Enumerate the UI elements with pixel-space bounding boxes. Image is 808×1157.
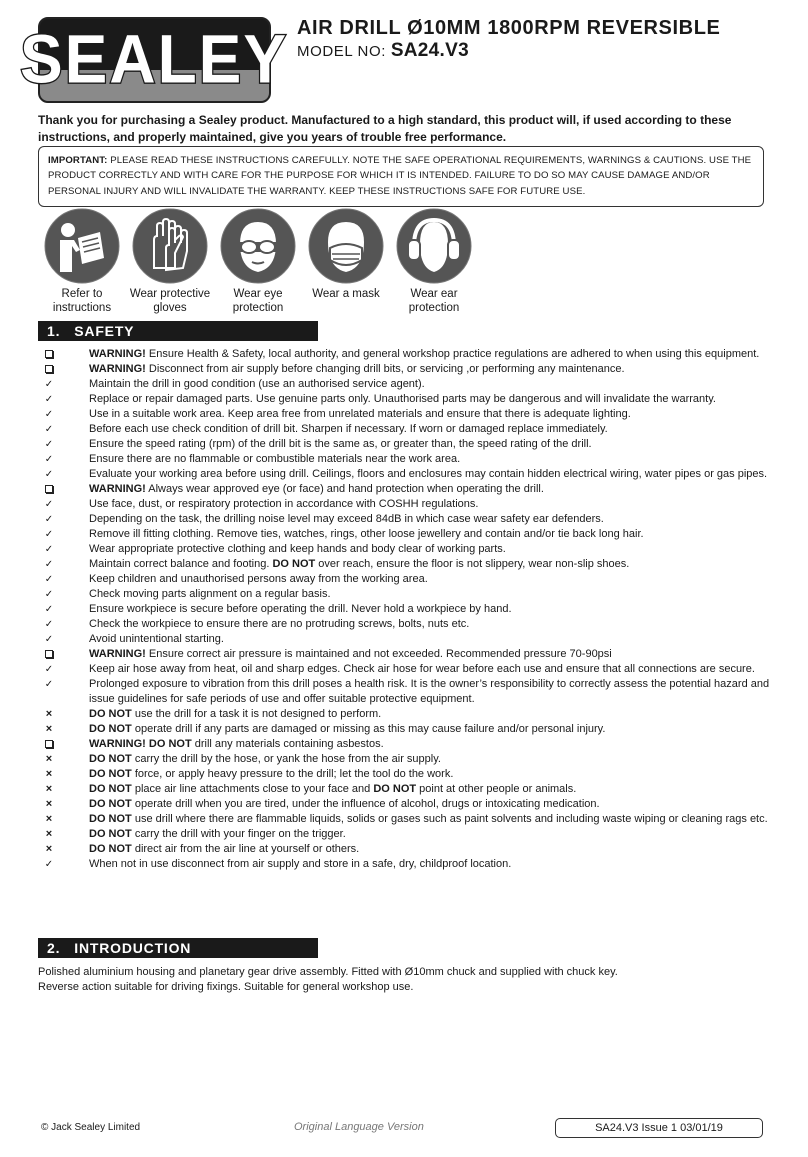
safety-item [38, 542, 774, 557]
cross-icon [42, 752, 56, 767]
item-text: carry the drill by the hose, or yank the hose from the air supply. [131, 753, 441, 765]
check-icon [42, 467, 56, 482]
item-text: Check moving parts alignment on a regular basis. [89, 588, 331, 600]
check-icon [42, 542, 56, 557]
item-text: Check the workpiece to ensure there are no protruding screws, bolts, nuts etc. [89, 618, 470, 630]
model-value: SA24.V3 [390, 40, 469, 61]
item-text: When not in use disconnect from air supply and store in a safe, dry, childproof location. [89, 858, 512, 870]
safety-item [38, 842, 774, 857]
item-emphasis: DO NOT [89, 843, 132, 855]
check-icon [42, 572, 56, 587]
introduction-line: Polished aluminium housing and planetary gear drive assembly. Fitted with Ø10mm chuck and supplied with chuck key. [38, 966, 618, 978]
cross-icon [42, 842, 56, 857]
safety-list [38, 347, 774, 872]
item-text: over reach, ensure the floor is not slippery, wear non-slip shoes. [315, 558, 630, 570]
ear-protection-icon [396, 208, 472, 284]
item-text: Wear appropriate protective clothing and keep hands and body clear of working parts. [89, 543, 506, 555]
item-text: Ensure there are no flammable or combustible materials near the work area. [89, 453, 461, 465]
item-emphasis: DO NOT [89, 723, 132, 735]
safety-item [38, 617, 774, 632]
item-text: Before each use check condition of drill bit. Sharpen if necessary. If worn or damaged replace immediately. [89, 423, 608, 435]
item-text: direct air from the air line at yourself or others. [131, 843, 360, 855]
check-icon [42, 422, 56, 437]
check-icon [42, 632, 56, 647]
item-text: use drill where there are flammable liquids, solids or gases such as paint solvents and including waste wiping or cleaning rags etc. [131, 813, 768, 825]
cross-icon [42, 812, 56, 827]
check-icon [42, 617, 56, 632]
pictogram-caption: Wear a mask [312, 288, 380, 300]
safety-item [38, 527, 774, 542]
pictogram-caption: Wear ear protection [408, 288, 460, 314]
refer-to-instructions-icon [44, 208, 120, 284]
item-text: Avoid unintentional starting. [89, 633, 224, 645]
safety-item [38, 362, 774, 377]
item-text: point at other people or animals. [416, 783, 577, 795]
section-number: 1. [47, 323, 61, 339]
safety-item [38, 752, 774, 767]
item-text: force, or apply heavy pressure to the drill; let the tool do the work. [131, 768, 454, 780]
safety-item [38, 767, 774, 782]
item-emphasis: WARNING! DO NOT [89, 738, 192, 750]
item-emphasis: DO NOT [89, 768, 132, 780]
cross-icon [42, 797, 56, 812]
section-heading-introduction [38, 938, 318, 958]
safety-item [38, 347, 774, 362]
safety-item [38, 467, 774, 482]
item-emphasis: DO NOT [89, 828, 132, 840]
safety-item [38, 407, 774, 422]
item-text: Prolonged exposure to vibration from this drill poses a health risk. It is the owner’s responsibility to correctly assess the potential hazard and issue guidelines for safe periods of use and offer suitable protective equipment. [89, 678, 770, 705]
item-text: Ensure Health & Safety, local authority, and general workshop practice regulations are adhered to when using this equipment. [145, 348, 760, 360]
warning-box-icon [42, 737, 56, 753]
item-emphasis: DO NOT [373, 783, 417, 795]
safety-item [38, 422, 774, 437]
safety-item [38, 377, 774, 392]
item-text: Maintain the drill in good condition (use an authorised service agent). [89, 378, 425, 390]
safety-item [38, 632, 774, 647]
pictogram-gloves [126, 208, 214, 315]
item-text: Always wear approved eye (or face) and hand protection when operating the drill. [145, 483, 544, 495]
safety-item [38, 797, 774, 812]
cross-icon [42, 827, 56, 842]
pictogram-mask [302, 208, 390, 301]
item-text: operate drill when you are tired, under the influence of alcohol, drugs or intoxicating medication. [131, 798, 600, 810]
section-number: 2. [47, 940, 61, 956]
cross-icon [42, 707, 56, 722]
item-emphasis: DO NOT [89, 798, 132, 810]
item-text: carry the drill with your finger on the trigger. [131, 828, 346, 840]
safety-item [38, 482, 774, 497]
sealey-logo [19, 17, 289, 103]
check-icon [42, 557, 56, 572]
item-text: Use face, dust, or respiratory protection in accordance with COSHH regulations. [89, 498, 479, 510]
item-text: Replace or repair damaged parts. Use genuine parts only. Unauthorised parts may be dangerous and will invalidate the warranty. [89, 393, 716, 405]
cross-icon [42, 767, 56, 782]
item-text: place air line attachments close to your face and [131, 783, 374, 795]
check-icon [42, 857, 56, 872]
item-text: Keep air hose away from heat, oil and sharp edges. Check air hose for wear before each use and ensure that all connections are secure. [89, 663, 755, 675]
important-text: PLEASE READ THESE INSTRUCTIONS CAREFULLY. NOTE THE SAFE OPERATIONAL REQUIREMENTS, WARNINGS & CAUTIONS. USE THE PRODUCT CORRECTLY AND WITH CARE FOR THE PURPOSE FOR WHICH IT IS INTENDED. FAILURE TO DO SO MAY CAUSE DAMAGE AND/OR PERSONAL INJURY AND WILL INVALIDATE THE WARRANTY. KEEP THESE INSTRUCTIONS SAFE FOR FUTURE USE. [48, 155, 752, 197]
check-icon [42, 677, 56, 692]
issue-box: SA24.V3 Issue 1 03/01/19 [555, 1118, 763, 1138]
safety-item [38, 857, 774, 872]
safety-item [38, 722, 774, 737]
check-icon [42, 437, 56, 452]
safety-item [38, 602, 774, 617]
item-text: Use in a suitable work area. Keep area free from unrelated materials and ensure that there is adequate lighting. [89, 408, 631, 420]
safety-item [38, 572, 774, 587]
section-title: SAFETY [74, 323, 135, 339]
pictogram-caption: Wear protective gloves [129, 288, 211, 314]
item-text: drill any materials containing asbestos. [191, 738, 384, 750]
safety-item [38, 812, 774, 827]
check-icon [42, 602, 56, 617]
item-emphasis: DO NOT [89, 753, 132, 765]
language-version-note: Original Language Version [294, 1121, 424, 1133]
safety-item [38, 497, 774, 512]
eye-protection-icon [220, 208, 296, 284]
mask-icon [308, 208, 384, 284]
item-emphasis: WARNING! [89, 648, 146, 660]
safety-item [38, 707, 774, 722]
protective-gloves-icon [132, 208, 208, 284]
cross-icon [42, 722, 56, 737]
item-text: Keep children and unauthorised persons away from the working area. [89, 573, 428, 585]
important-label: IMPORTANT: [48, 155, 108, 166]
warning-box-icon [42, 362, 56, 378]
item-emphasis: WARNING! [89, 348, 146, 360]
product-title: AIR DRILL Ø10MM 1800RPM REVERSIBLE [297, 17, 721, 39]
important-notice [38, 146, 764, 207]
item-emphasis: DO NOT [272, 558, 316, 570]
item-text: Depending on the task, the drilling noise level may exceed 84dB in which case wear safety ear defenders. [89, 513, 604, 525]
pictogram-caption: Wear eye protection [232, 288, 284, 314]
item-emphasis: DO NOT [89, 783, 132, 795]
check-icon [42, 512, 56, 527]
introduction-line: Reverse action suitable for driving fixings. Suitable for general workshop use. [38, 981, 414, 993]
pictogram-caption: Refer to instructions [52, 288, 112, 314]
item-text: Ensure the speed rating (rpm) of the drill bit is the same as, or greater than, the speed rating of the drill. [89, 438, 592, 450]
check-icon [42, 392, 56, 407]
safety-item [38, 827, 774, 842]
check-icon [42, 407, 56, 422]
safety-item [38, 557, 774, 572]
item-text: Ensure correct air pressure is maintained and not exceeded. Recommended pressure 70-90psi [145, 648, 612, 660]
item-emphasis: WARNING! [89, 483, 146, 495]
check-icon [42, 662, 56, 677]
model-number [297, 40, 469, 62]
item-text: Evaluate your working area before using drill. Ceilings, floors and enclosures may contain hidden electrical wiring, water pipes or gas pipes. [89, 468, 768, 480]
safety-item [38, 647, 774, 662]
copyright-text: © Jack Sealey Limited [41, 1122, 141, 1133]
item-emphasis: DO NOT [89, 813, 132, 825]
item-text: use the drill for a task it is not designed to perform. [131, 708, 382, 720]
safety-item [38, 662, 774, 677]
logo-text: SEALEY [19, 21, 289, 99]
safety-pictograms [38, 208, 478, 318]
thank-you-text: Thank you for purchasing a Sealey product. Manufactured to a high standard, this product will, if used according to these instructions, and properly maintained, give you years of trouble free performance. [38, 113, 732, 144]
safety-item [38, 392, 774, 407]
item-text: Ensure workpiece is secure before operating the drill. Never hold a workpiece by hand. [89, 603, 512, 615]
check-icon [42, 587, 56, 602]
warning-box-icon [42, 647, 56, 663]
safety-item [38, 782, 774, 797]
introduction-text [38, 965, 778, 995]
model-label: MODEL NO: [297, 43, 387, 60]
warning-box-icon [42, 482, 56, 498]
safety-item [38, 512, 774, 527]
safety-item [38, 587, 774, 602]
safety-item [38, 677, 774, 707]
item-emphasis: WARNING! [89, 363, 146, 375]
section-title: INTRODUCTION [74, 940, 192, 956]
pictogram-eye-protection [214, 208, 302, 315]
item-text: Disconnect from air supply before changing drill bits, or servicing ,or performing any maintenance. [145, 363, 625, 375]
item-text: Maintain correct balance and footing. [89, 558, 273, 570]
check-icon [42, 377, 56, 392]
item-text: operate drill if any parts are damaged or missing as this may cause failure and/or personal injury. [131, 723, 606, 735]
section-heading-safety [38, 321, 318, 341]
item-text: Remove ill fitting clothing. Remove ties, watches, rings, other loose jewellery and contain and/or tie back long hair. [89, 528, 644, 540]
pictogram-ear-protection [390, 208, 478, 315]
safety-item [38, 437, 774, 452]
safety-item [38, 737, 774, 752]
check-icon [42, 497, 56, 512]
warning-box-icon [42, 347, 56, 363]
pictogram-instructions [38, 208, 126, 315]
item-emphasis: DO NOT [89, 708, 132, 720]
check-icon [42, 527, 56, 542]
safety-item [38, 452, 774, 467]
check-icon [42, 452, 56, 467]
cross-icon [42, 782, 56, 797]
